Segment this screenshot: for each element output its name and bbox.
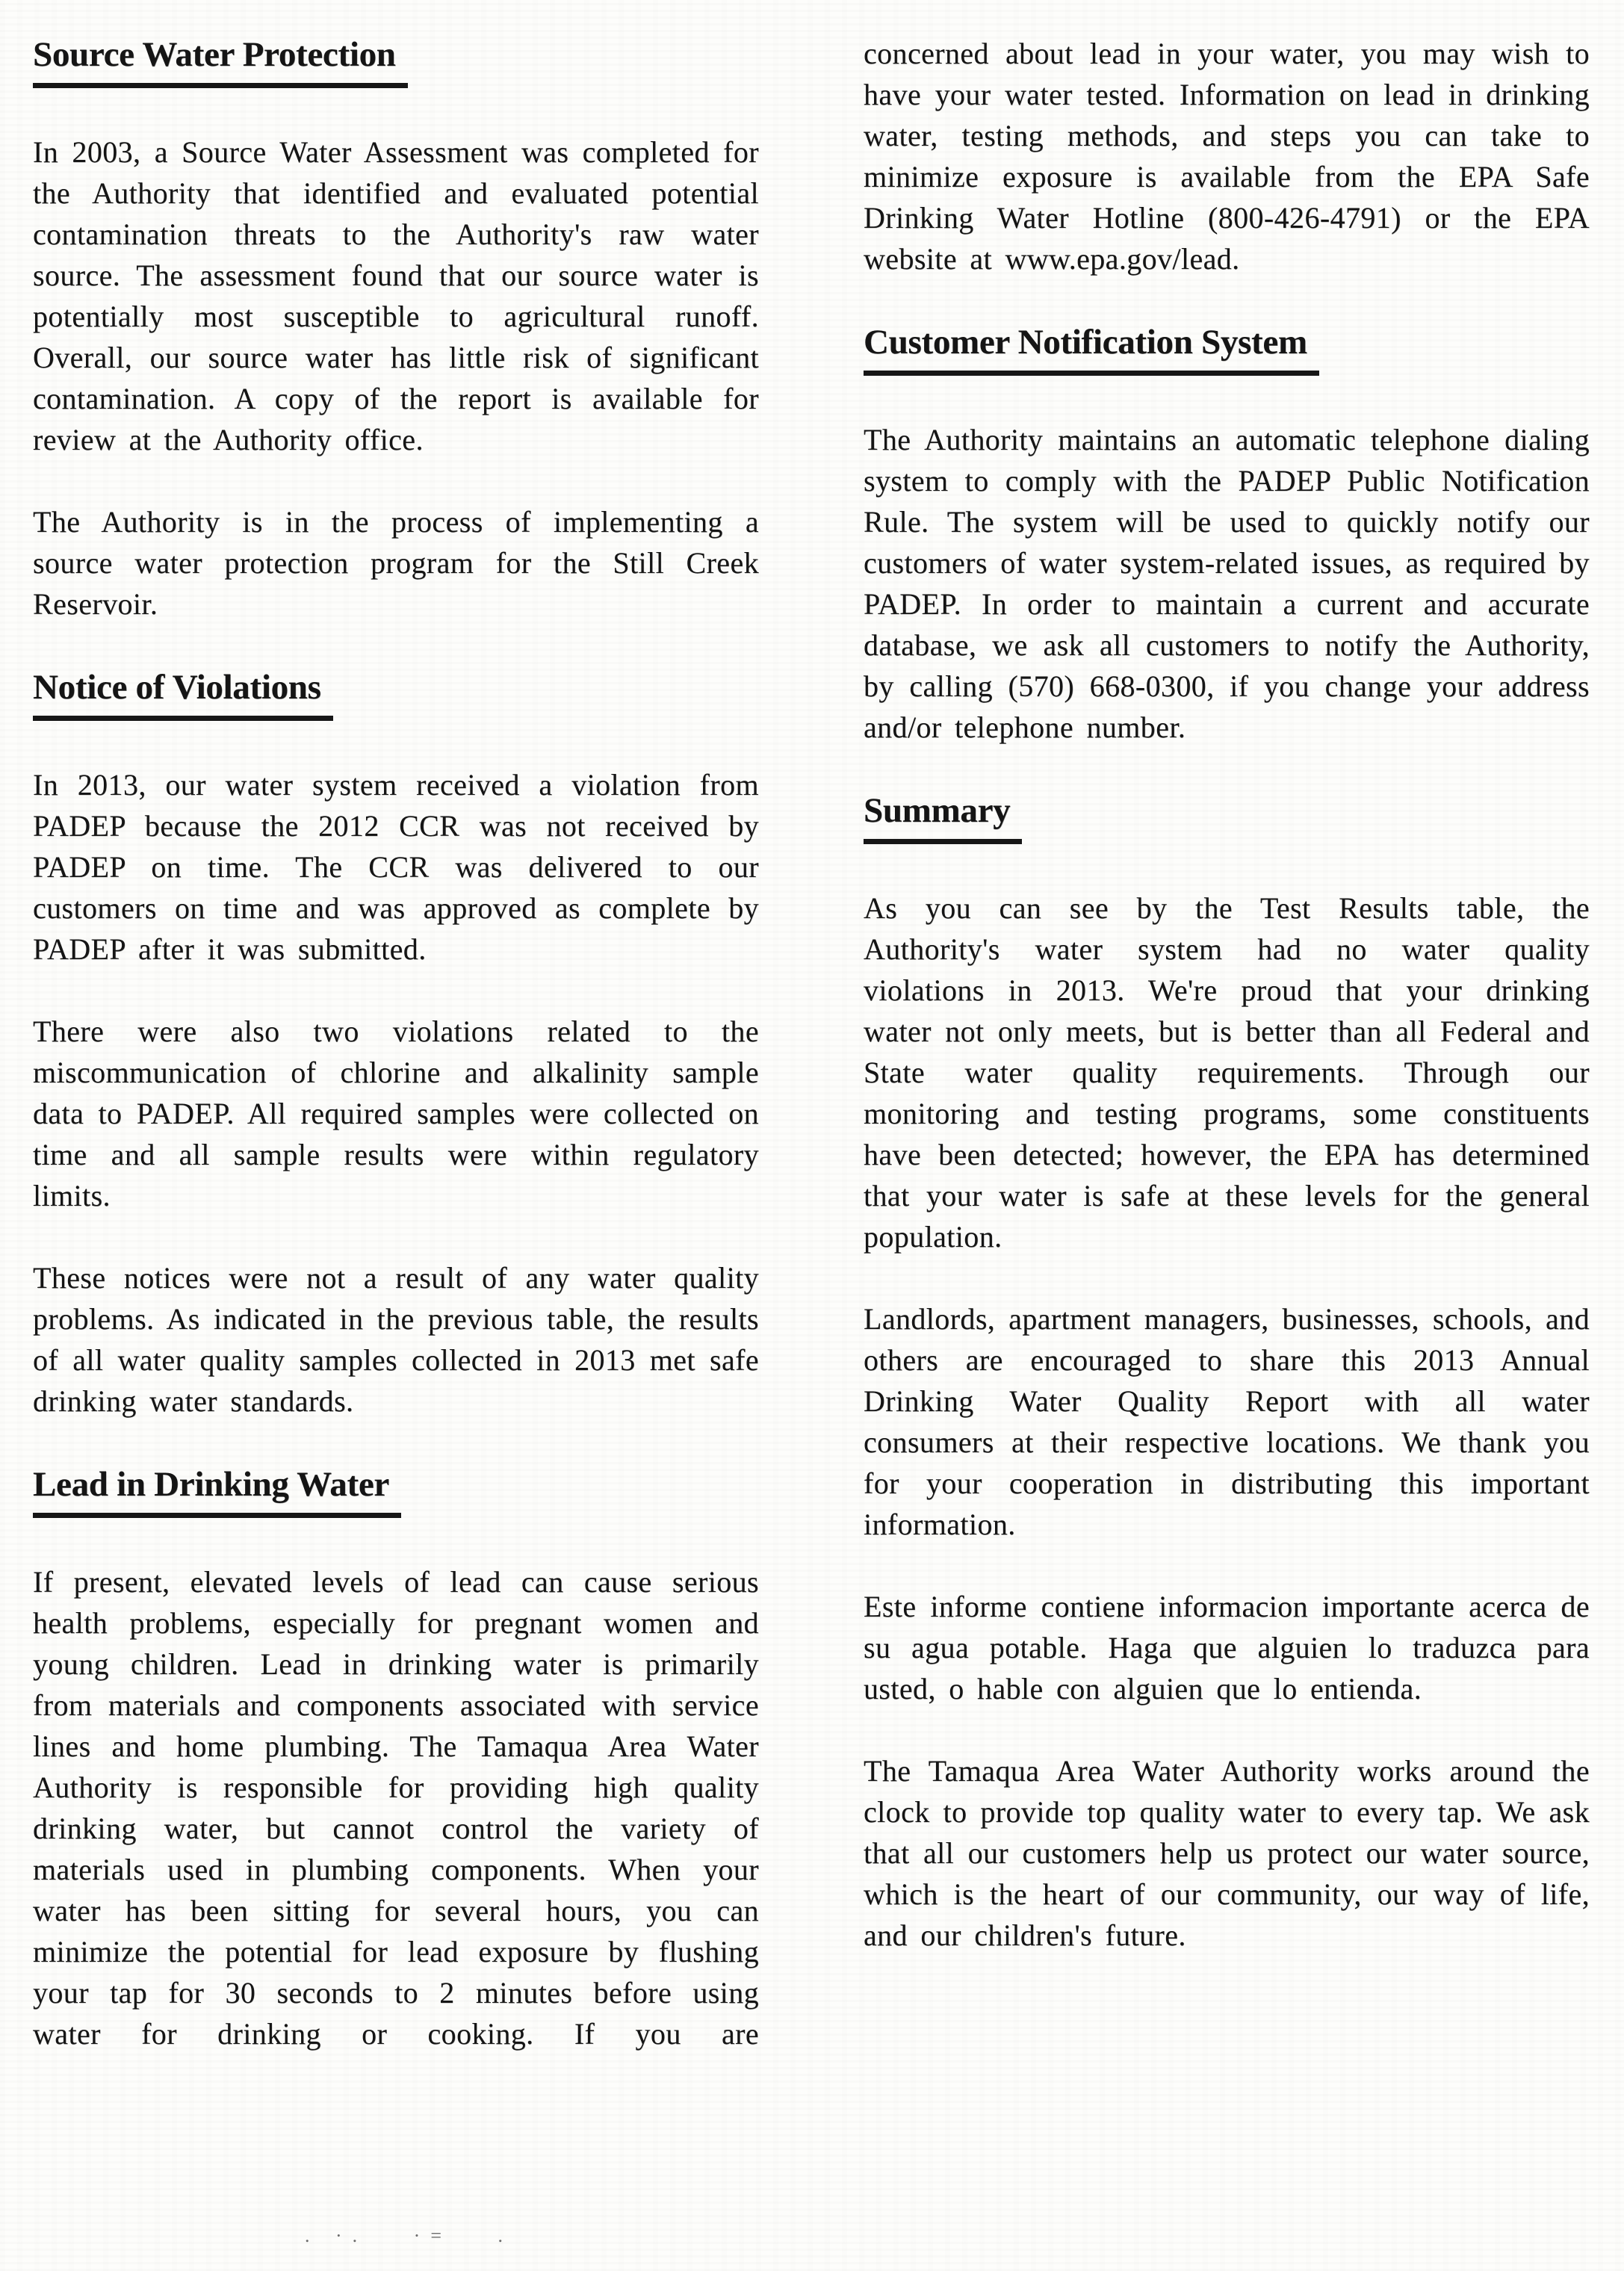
- scan-artifact: . ·. ·= .: [305, 2225, 513, 2246]
- paragraph: If present, elevated levels of lead can cause serious health problems, especially for pregnant women and young children. Lead in drinking water is primarily from materials and components associated with service lines and home plumbing. The Tamaqua Area Water Authority is responsible for providing high quality drinking water, but cannot control the variety of materials used in plumbing components. When your water has been sitting for several hours, you can minimize the potential for lead exposure by flushing your tap for 30 seconds to 2 minutes before using water for drinking or cooking. If you are: [33, 1565, 759, 2051]
- paragraph: The Authority is in the process of implementing a source water protection program for the Still Creek Reservoir.: [33, 505, 759, 621]
- right-column: [864, 33, 1590, 2271]
- section-heading: [33, 33, 759, 88]
- section-heading-text: Customer Notification System: [864, 320, 1319, 376]
- section-heading: [864, 789, 1590, 844]
- section-heading: [33, 1463, 759, 1518]
- paragraph: As you can see by the Test Results table, the Authority's water system had no water quality violations in 2013. We're proud that your drinking water not only meets, but is better than all Federal and State water quality requirements. Through our monitoring and testing programs, some constituents have been detected; however, the EPA has determined that your water is safe at these levels for the general population.: [864, 891, 1590, 1254]
- paragraph: Este informe contiene informacion importante acerca de su agua potable. Haga que alguien lo traduzca para usted, o hable con alguien que lo entienda.: [864, 1590, 1590, 1705]
- section-heading: [33, 666, 759, 721]
- section-heading-text: Notice of Violations: [33, 666, 333, 721]
- paragraph: The Authority maintains an automatic telephone dialing system to comply with the PADEP Public Notification Rule. The system will be used to quickly notify our customers of water system-related issues, as required by PADEP. In order to maintain a current and accurate database, we ask all customers to notify the Authority, by calling (570) 668-0300, if you change your address and/or telephone number.: [864, 423, 1590, 744]
- paragraph: In 2003, a Source Water Assessment was completed for the Authority that identified and evaluated potential contamination threats to the Authority's raw water source. The assessment found that our source water is potentially most susceptible to agricultural runoff. Overall, our source water has little risk of significant contamination. A copy of the report is available for review at the Authority office.: [33, 135, 759, 456]
- paragraph: Landlords, apartment managers, businesses, schools, and others are encouraged to share this 2013 Annual Drinking Water Quality Report with all water consumers at their respective locations. We thank you for your cooperation in distributing this important information.: [864, 1302, 1590, 1541]
- paragraph: These notices were not a result of any water quality problems. As indicated in the previous table, the results of all water quality samples collected in 2013 met safe drinking water standards.: [33, 1261, 759, 1418]
- paragraph: The Tamaqua Area Water Authority works around the clock to provide top quality water to every tap. We ask that all our customers help us protect our water source, which is the heart of our community, our way of life, and our children's future.: [864, 1754, 1590, 1952]
- section-heading-text: Source Water Protection: [33, 33, 408, 88]
- section-heading-text: Summary: [864, 789, 1022, 844]
- paragraph: There were also two violations related to the miscommunication of chlorine and alkalinity sample data to PADEP. All required samples were collected on time and all sample results were within regulatory limits.: [33, 1014, 759, 1212]
- section-heading: [864, 320, 1590, 376]
- section-heading-text: Lead in Drinking Water: [33, 1463, 401, 1518]
- paragraph: In 2013, our water system received a violation from PADEP because the 2012 CCR was not received by PADEP on time. The CCR was delivered to our customers on time and was approved as complete by PADEP after it was submitted.: [33, 768, 759, 966]
- paragraph: concerned about lead in your water, you may wish to have your water tested. Information on lead in drinking water, testing methods, and steps you can take to minimize exposure is available from the EPA Safe Drinking Water Hotline (800-426-4791) or the EPA website at www.epa.gov/lead.: [864, 37, 1590, 276]
- left-column: [33, 33, 759, 2271]
